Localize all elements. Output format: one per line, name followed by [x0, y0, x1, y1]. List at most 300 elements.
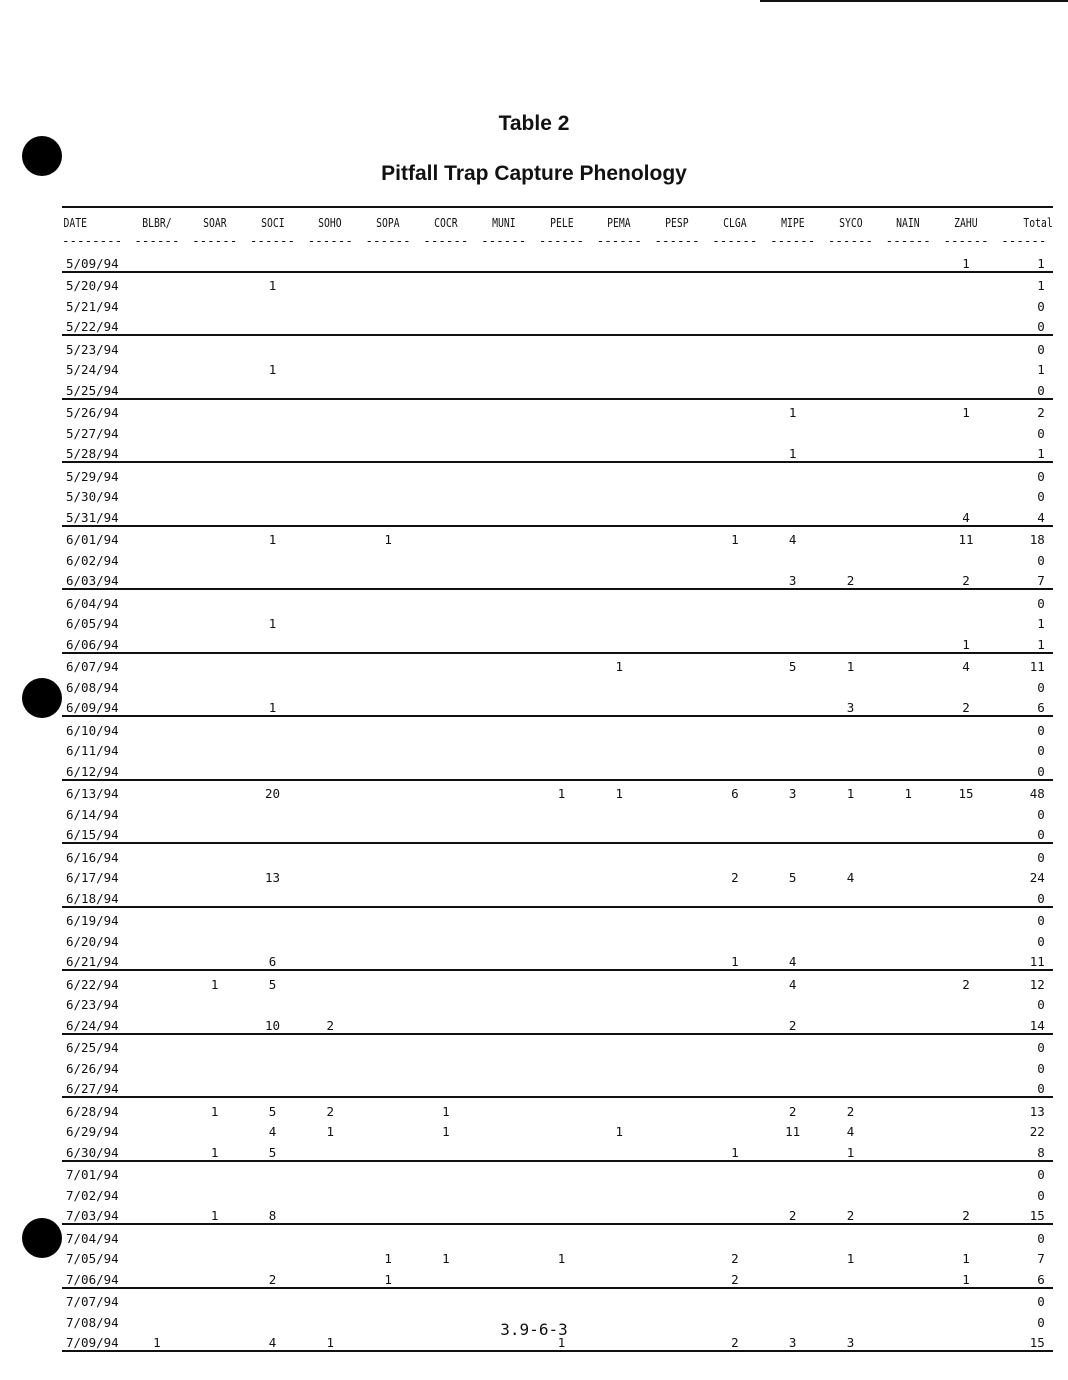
count-cell: 3 [822, 1330, 880, 1352]
count-cell [128, 674, 186, 695]
count-cell [359, 992, 417, 1013]
header-dashes: ------ [885, 233, 931, 248]
count-cell [128, 1246, 186, 1267]
count-cell [879, 674, 937, 695]
count-cell [533, 758, 591, 780]
count-cell [879, 907, 937, 929]
count-cell [533, 674, 591, 695]
count-cell [648, 293, 706, 314]
count-cell [706, 1224, 764, 1246]
count-cell [417, 1266, 475, 1288]
header-dashes: ------ [365, 233, 411, 248]
count-cell [706, 314, 764, 336]
count-cell [359, 865, 417, 886]
column-header-nain: NAIN [886, 207, 931, 236]
count-cell [822, 293, 880, 314]
count-cell [590, 399, 648, 421]
total-cell: 24 [1029, 870, 1045, 885]
count-cell [822, 949, 880, 971]
count-cell [359, 462, 417, 484]
count-cell [186, 377, 244, 399]
count-cell [533, 1161, 591, 1183]
count-cell [764, 843, 822, 865]
table-row [62, 1012, 1053, 1034]
count-cell [648, 1203, 706, 1225]
count-cell [648, 674, 706, 695]
count-cell [648, 885, 706, 907]
count-cell [359, 653, 417, 675]
date-cell: 6/30/94 [66, 1144, 119, 1160]
header-underline-row [62, 236, 1053, 250]
total-cell: 13 [995, 1097, 1053, 1119]
count-cell [244, 822, 302, 844]
count-cell [822, 250, 880, 272]
count-cell [475, 484, 533, 505]
count-cell: 6 [268, 954, 277, 969]
count-cell [359, 695, 417, 717]
count-cell [764, 907, 822, 929]
total-cell: 0 [995, 1288, 1053, 1310]
count-cell [937, 272, 995, 294]
total-cell: 7 [1037, 1251, 1045, 1266]
table-subtitle: Pitfall Trap Capture Phenology [381, 162, 687, 185]
count-cell [937, 357, 995, 378]
count-cell [590, 377, 648, 399]
count-cell [417, 589, 475, 611]
count-cell [301, 1224, 359, 1246]
count-cell [706, 611, 764, 632]
count-cell [879, 1097, 937, 1119]
date-cell: 6/07/94 [62, 653, 128, 675]
count-cell [533, 1119, 591, 1140]
total-cell: 0 [1037, 997, 1045, 1012]
count-cell [128, 504, 186, 526]
count-cell [359, 293, 417, 314]
count-cell: 1 [962, 1271, 970, 1287]
total-cell: 0 [1037, 1081, 1045, 1096]
count-cell [128, 653, 186, 675]
count-cell [244, 420, 302, 441]
count-cell [186, 928, 244, 949]
count-cell [590, 484, 648, 505]
count-cell: 5 [788, 870, 797, 885]
count-cell [128, 822, 186, 844]
count-cell [359, 377, 417, 399]
date-cell: 7/04/94 [62, 1224, 128, 1246]
count-cell [244, 1076, 302, 1098]
count-cell [879, 653, 937, 675]
count-cell [301, 1266, 359, 1288]
count-cell [706, 885, 764, 907]
table-row [62, 250, 1053, 272]
count-cell [186, 1034, 244, 1056]
count-cell [417, 674, 475, 695]
count-cell [128, 547, 186, 568]
count-cell [128, 758, 186, 780]
date-cell: 6/13/94 [62, 780, 128, 802]
count-cell [417, 1076, 475, 1098]
table-row [62, 1139, 1053, 1161]
date-cell: 6/04/94 [62, 589, 128, 611]
count-cell [359, 484, 417, 505]
count-cell [186, 631, 244, 653]
count-cell [879, 611, 937, 632]
table-row [62, 568, 1053, 590]
count-cell [359, 1288, 417, 1310]
count-cell [822, 441, 880, 463]
count-cell [533, 420, 591, 441]
count-cell [128, 631, 186, 653]
count-cell [244, 653, 302, 675]
count-cell [879, 801, 937, 822]
total-cell: 0 [995, 907, 1053, 929]
count-cell [706, 758, 764, 780]
count-cell: 2 [962, 700, 970, 715]
count-cell [937, 1076, 995, 1098]
count-cell [475, 293, 533, 314]
count-cell [590, 504, 648, 526]
count-cell [475, 547, 533, 568]
count-cell [186, 1288, 244, 1310]
count-cell [590, 1266, 648, 1288]
count-cell [301, 1246, 359, 1267]
count-cell [186, 949, 244, 971]
count-cell [417, 357, 475, 378]
count-cell [879, 335, 937, 357]
count-cell [648, 420, 706, 441]
count-cell: 1 [186, 970, 244, 992]
count-cell [301, 653, 359, 675]
count-cell [937, 1012, 995, 1034]
count-cell [533, 250, 591, 272]
count-cell [244, 674, 302, 695]
count-cell: 4 [846, 1124, 855, 1139]
count-cell [417, 441, 475, 463]
count-cell [186, 716, 244, 738]
count-cell [879, 250, 937, 272]
count-cell [879, 377, 937, 399]
count-cell [706, 992, 764, 1013]
count-cell: 15 [937, 780, 995, 802]
header-dashes: ------ [249, 233, 296, 248]
count-cell [417, 1012, 475, 1034]
count-cell: 4 [937, 653, 995, 675]
count-cell [301, 631, 359, 653]
count-cell: 2 [822, 1097, 880, 1119]
table-row [62, 314, 1053, 336]
count-cell [533, 357, 591, 378]
total-cell: 0 [1037, 1187, 1045, 1203]
count-cell [244, 843, 302, 865]
count-cell [764, 1182, 822, 1203]
count-cell [128, 1203, 186, 1225]
count-cell [937, 738, 995, 759]
count-cell [128, 695, 186, 717]
binder-hole-middle [22, 678, 62, 718]
count-cell [822, 1288, 880, 1310]
count-cell [475, 377, 533, 399]
count-cell [706, 484, 764, 505]
column-header-syco: SYCO [828, 207, 873, 236]
count-cell [186, 399, 244, 421]
count-cell [706, 399, 764, 421]
count-cell [648, 250, 706, 272]
count-cell [244, 1288, 302, 1310]
count-cell [301, 462, 359, 484]
count-cell [417, 1224, 475, 1246]
count-cell [186, 272, 244, 294]
header-dashes: ------ [770, 233, 816, 248]
top-edge-rule [760, 0, 1068, 2]
count-cell [417, 738, 475, 759]
count-cell [937, 992, 995, 1013]
count-cell [937, 1139, 995, 1161]
table-row [62, 357, 1053, 378]
count-cell [590, 801, 648, 822]
count-cell [128, 970, 186, 992]
count-cell [359, 631, 417, 653]
count-cell: 20 [244, 780, 302, 802]
count-cell [764, 758, 822, 780]
count-cell: 1 [615, 1124, 624, 1139]
count-cell [879, 631, 937, 653]
count-cell [706, 357, 764, 378]
count-cell [533, 484, 591, 505]
column-header-soar: SOAR [192, 207, 237, 236]
count-cell [590, 758, 648, 780]
date-cell: 6/25/94 [62, 1034, 128, 1056]
count-cell: 4 [268, 1124, 277, 1139]
count-cell [244, 928, 302, 949]
count-cell [359, 357, 417, 378]
count-cell [533, 970, 591, 992]
count-cell [186, 1055, 244, 1076]
count-cell [359, 420, 417, 441]
count-cell [417, 631, 475, 653]
count-cell [186, 885, 244, 907]
count-cell [186, 780, 244, 802]
count-cell [822, 822, 880, 844]
count-cell [244, 568, 302, 590]
count-cell [937, 589, 995, 611]
date-cell: 6/19/94 [62, 907, 128, 929]
count-cell [937, 1224, 995, 1246]
total-cell: 7 [1037, 573, 1045, 588]
count-cell [301, 1161, 359, 1183]
count-cell [822, 631, 880, 653]
date-cell: 6/02/94 [66, 552, 119, 568]
count-cell [648, 1246, 706, 1267]
count-cell [186, 695, 244, 717]
count-cell [128, 1288, 186, 1310]
count-cell [822, 1182, 880, 1203]
count-cell [590, 1034, 648, 1056]
count-cell: 1 [301, 1330, 359, 1352]
count-cell [128, 1224, 186, 1246]
count-cell: 1 [731, 1144, 739, 1160]
count-cell [879, 992, 937, 1013]
count-cell [937, 335, 995, 357]
count-cell [186, 1246, 244, 1267]
count-cell [533, 335, 591, 357]
count-cell [764, 822, 822, 844]
count-cell [359, 822, 417, 844]
count-cell: 2 [962, 573, 970, 588]
count-cell [879, 1288, 937, 1310]
date-cell: 5/27/94 [66, 425, 119, 441]
date-cell: 7/08/94 [66, 1314, 119, 1330]
count-cell [186, 484, 244, 505]
count-cell [475, 504, 533, 526]
count-cell [822, 611, 880, 632]
count-cell [706, 462, 764, 484]
count-cell [417, 611, 475, 632]
count-cell: 1 [846, 1144, 855, 1160]
count-cell [822, 1055, 880, 1076]
count-cell [533, 843, 591, 865]
count-cell [359, 801, 417, 822]
count-cell: 3 [788, 573, 797, 588]
count-cell [533, 1034, 591, 1056]
count-cell [301, 865, 359, 886]
count-cell [822, 589, 880, 611]
count-cell [475, 314, 533, 336]
header-dashes: ------ [827, 233, 874, 248]
count-cell [475, 1266, 533, 1288]
count-cell [822, 462, 880, 484]
count-cell [186, 992, 244, 1013]
count-cell [301, 843, 359, 865]
count-cell [937, 1161, 995, 1183]
count-cell [128, 272, 186, 294]
total-cell: 15 [995, 1330, 1053, 1352]
column-header-pesp: PESP [655, 207, 700, 236]
header-dashes: ------ [481, 233, 527, 248]
total-cell: 8 [1037, 1144, 1045, 1160]
date-cell: 6/16/94 [62, 843, 128, 865]
count-cell [822, 1161, 880, 1183]
date-cell: 6/09/94 [66, 700, 119, 715]
count-cell [359, 250, 417, 272]
count-cell [764, 716, 822, 738]
count-cell [648, 1119, 706, 1140]
table-row [62, 928, 1053, 949]
count-cell [359, 716, 417, 738]
count-cell [475, 801, 533, 822]
total-cell: 48 [995, 780, 1053, 802]
count-cell: 11 [937, 526, 995, 548]
count-cell [822, 484, 880, 505]
table-header [62, 207, 1053, 250]
table-row [62, 547, 1053, 568]
count-cell: 5 [268, 1144, 277, 1160]
count-cell [937, 484, 995, 505]
count-cell [706, 738, 764, 759]
count-cell [648, 1224, 706, 1246]
total-cell: 0 [995, 1161, 1053, 1183]
count-cell: 1 [822, 780, 880, 802]
count-cell: 10 [264, 1017, 281, 1033]
count-cell [590, 314, 648, 336]
count-cell [244, 377, 302, 399]
count-cell [937, 907, 995, 929]
count-cell: 2 [731, 1251, 739, 1266]
count-cell [533, 1055, 591, 1076]
count-cell [706, 801, 764, 822]
table-row [62, 504, 1053, 526]
table-row [62, 716, 1053, 738]
count-cell: 1 [186, 1097, 244, 1119]
count-cell [533, 1182, 591, 1203]
count-cell [764, 801, 822, 822]
count-cell [764, 611, 822, 632]
table-row [62, 865, 1053, 886]
count-cell [301, 738, 359, 759]
count-cell [822, 357, 880, 378]
count-cell [128, 1182, 186, 1203]
count-cell [648, 843, 706, 865]
count-cell [128, 589, 186, 611]
date-cell: 5/31/94 [66, 509, 119, 525]
date-cell: 5/22/94 [66, 319, 119, 334]
count-cell [128, 250, 186, 272]
count-cell [706, 1119, 764, 1140]
count-cell [186, 250, 244, 272]
count-cell [359, 758, 417, 780]
capture-table [62, 206, 1053, 1352]
count-cell [301, 885, 359, 907]
count-cell [648, 568, 706, 590]
count-cell [533, 611, 591, 632]
count-cell [590, 589, 648, 611]
count-cell [128, 335, 186, 357]
count-cell [879, 1161, 937, 1183]
count-cell [590, 865, 648, 886]
count-cell [533, 1266, 591, 1288]
count-cell: 1 [764, 399, 822, 421]
count-cell [417, 420, 475, 441]
count-cell [359, 314, 417, 336]
count-cell [648, 738, 706, 759]
count-cell [648, 1182, 706, 1203]
count-cell [128, 1139, 186, 1161]
count-cell [128, 377, 186, 399]
count-cell [186, 357, 244, 378]
date-cell: 6/20/94 [66, 933, 119, 949]
count-cell [475, 631, 533, 653]
date-cell: 6/03/94 [66, 573, 119, 588]
count-cell [475, 441, 533, 463]
count-cell [937, 1055, 995, 1076]
count-cell [475, 843, 533, 865]
count-cell [359, 335, 417, 357]
count-cell [764, 589, 822, 611]
count-cell [417, 758, 475, 780]
count-cell [186, 907, 244, 929]
count-cell [937, 1119, 995, 1140]
count-cell [359, 1139, 417, 1161]
count-cell [590, 1182, 648, 1203]
count-cell [879, 1119, 937, 1140]
count-cell [706, 653, 764, 675]
count-cell [244, 907, 302, 929]
date-cell: 6/08/94 [66, 679, 119, 695]
total-cell: 0 [995, 1224, 1053, 1246]
count-cell [417, 695, 475, 717]
count-cell [937, 293, 995, 314]
count-cell: 1 [788, 446, 797, 461]
count-cell [417, 992, 475, 1013]
